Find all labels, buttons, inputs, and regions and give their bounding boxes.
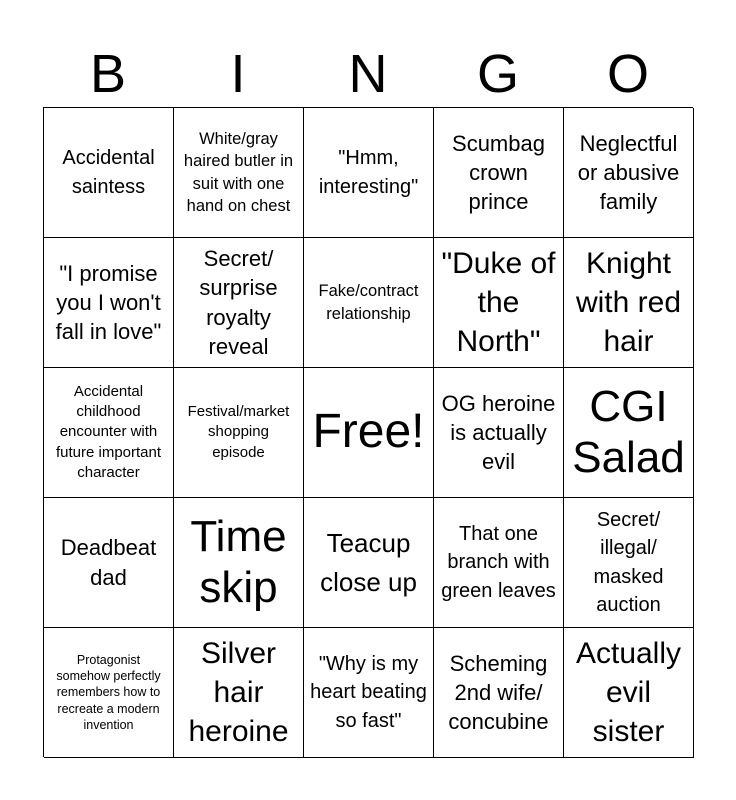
cell-text: Scheming 2nd wife/ concubine [448, 650, 549, 735]
bingo-cell-r5c3[interactable] [304, 628, 434, 758]
bingo-cell-r2c4[interactable] [434, 238, 564, 368]
bingo-cell-free-space[interactable] [304, 368, 434, 498]
cell-text: Silver hair heroine [188, 637, 289, 748]
header-letter-i: I [230, 44, 246, 104]
cell-text: CGI Salad [572, 381, 685, 482]
bingo-cell-r5c4[interactable] [434, 628, 564, 758]
cell-text: "I promise you I won't fall in love" [55, 260, 162, 345]
header-letter-n: N [348, 44, 388, 104]
bingo-cell-r1c4[interactable] [434, 108, 564, 238]
bingo-cell-r5c1[interactable] [44, 628, 174, 758]
bingo-cell-r3c5[interactable] [564, 368, 694, 498]
bingo-cell-r3c2[interactable] [174, 368, 304, 498]
cell-text: Time skip [190, 511, 287, 612]
bingo-cell-r5c5[interactable] [564, 628, 694, 758]
bingo-header [43, 40, 693, 108]
bingo-cell-r4c1[interactable] [44, 498, 174, 628]
cell-text: Accidental saintess [62, 147, 155, 198]
cell-text: Knight with red hair [575, 247, 682, 358]
cell-text: That one branch with green leaves [441, 522, 556, 602]
bingo-board [43, 107, 693, 757]
header-letter-g: G [476, 44, 519, 104]
cell-text: Protagonist somehow perfectly remembers how to recreate a modern invention [56, 652, 161, 732]
bingo-cell-r4c5[interactable] [564, 498, 694, 628]
bingo-cell-r4c3[interactable] [304, 498, 434, 628]
cell-text: Fake/contract relationship [318, 282, 419, 323]
cell-text: "Hmm, interesting" [318, 147, 419, 198]
bingo-cell-r5c2[interactable] [174, 628, 304, 758]
cell-text: White/gray haired butler in suit with one hand on chest [183, 129, 294, 215]
cell-text: "Duke of the North" [441, 247, 556, 358]
cell-text: Teacup close up [320, 527, 417, 597]
bingo-cell-r3c1[interactable] [44, 368, 174, 498]
cell-text: Secret/ illegal/ masked auction [593, 508, 664, 616]
bingo-cell-r3c4[interactable] [434, 368, 564, 498]
bingo-cell-r1c2[interactable] [174, 108, 304, 238]
cell-text: Actually evil sister [575, 637, 682, 748]
cell-text: Scumbag crown prince [452, 130, 545, 215]
bingo-cell-r1c5[interactable] [564, 108, 694, 238]
cell-text: Deadbeat dad [60, 535, 157, 590]
bingo-cell-r1c1[interactable] [44, 108, 174, 238]
bingo-cell-r4c2[interactable] [174, 498, 304, 628]
bingo-cell-r2c1[interactable] [44, 238, 174, 368]
cell-text: "Why is my heart beating so fast" [310, 652, 427, 732]
cell-text: Free! [312, 405, 425, 459]
cell-text: OG heroine is actually evil [441, 390, 556, 475]
header-letter-b: B [89, 44, 127, 104]
cell-text: Neglectful or abusive family [577, 130, 680, 215]
bingo-cell-r2c2[interactable] [174, 238, 304, 368]
cell-text: Secret/ surprise royalty reveal [199, 246, 278, 359]
cell-text: Festival/market shopping episode [187, 403, 290, 461]
bingo-cell-r1c3[interactable] [304, 108, 434, 238]
bingo-cell-r2c3[interactable] [304, 238, 434, 368]
bingo-cell-r2c5[interactable] [564, 238, 694, 368]
bingo-cell-r4c4[interactable] [434, 498, 564, 628]
cell-text: Accidental childhood encounter with future important character [55, 382, 162, 481]
header-letter-o: O [606, 44, 649, 104]
